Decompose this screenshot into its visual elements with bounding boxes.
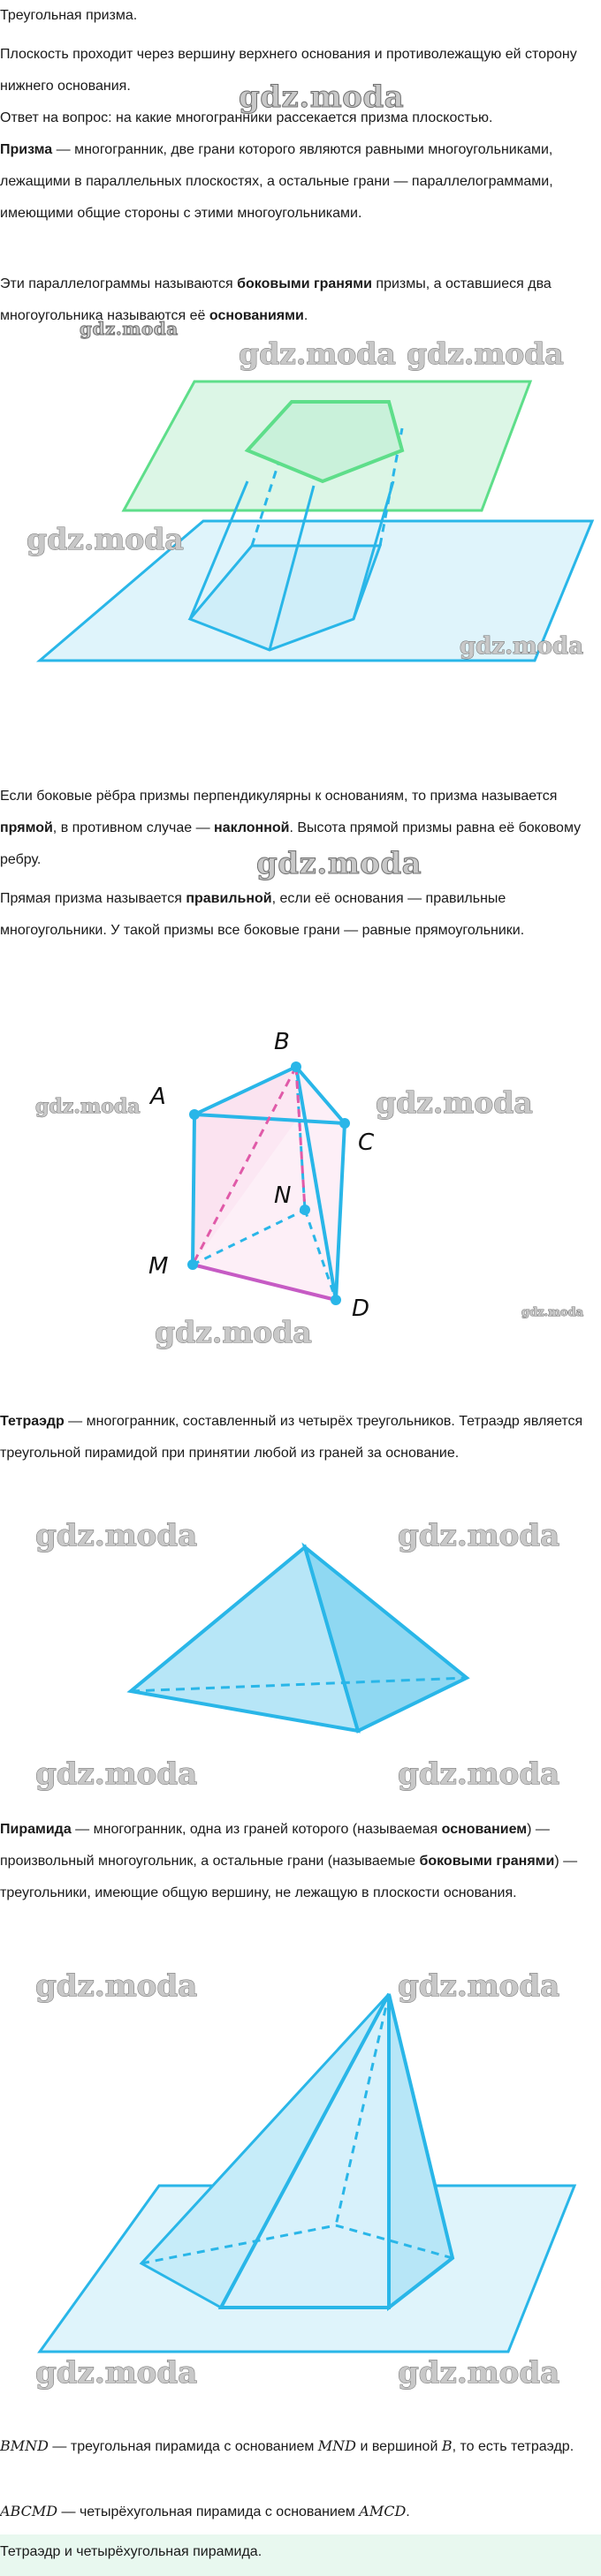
watermark: gdz.moda bbox=[521, 1306, 584, 1319]
text-right-a: Если боковые рёбра призмы перпендикулярны к основаниям, то призма называется bbox=[0, 789, 558, 804]
paragraph-regular-prism bbox=[0, 883, 590, 947]
label-m: M bbox=[148, 1253, 169, 1280]
text-pyramid-f: ) — треугольники, имеющие общую вершину, не лежащую в плоскости основания. bbox=[0, 1854, 578, 1900]
label-b: B bbox=[274, 1029, 290, 1055]
paragraph-bmnd bbox=[0, 2430, 590, 2463]
term-regular: правильной bbox=[186, 891, 272, 906]
watermark: gdz.moda bbox=[35, 1518, 198, 1553]
math-b: B bbox=[441, 2437, 453, 2454]
watermark: gdz.moda bbox=[35, 1968, 198, 2004]
watermark: gdz.moda bbox=[398, 2355, 560, 2391]
term-prism: Призма bbox=[0, 142, 53, 157]
text-prism-definition: — многогранник, две грани которого являются равными многоугольниками, лежащими в параллельных плоскостях, а остальные грани — параллелограммами, имеющими общие стороны с этими многоугольниками. bbox=[0, 142, 553, 221]
text-faces-a: Эти параллелограммы называются bbox=[0, 276, 238, 291]
math-amcd: AMCD bbox=[359, 2503, 407, 2519]
label-n: N bbox=[274, 1182, 292, 1209]
watermark: gdz.moda bbox=[27, 522, 184, 556]
watermark: gdz.moda bbox=[256, 846, 422, 881]
figure-tetrahedron bbox=[0, 1510, 601, 1810]
figure-triangular-prism bbox=[0, 1016, 601, 1369]
term-lateral-faces-2: боковыми гранями bbox=[419, 1854, 555, 1869]
watermark: gdz.moda bbox=[376, 1085, 533, 1120]
watermark: gdz.moda bbox=[407, 336, 564, 371]
text-bmnd-a: — треугольная пирамида с основанием bbox=[48, 2439, 318, 2454]
term-bases: основаниями bbox=[209, 308, 304, 323]
text-faces-c: призмы, а оставшиеся два многоугольника называются её bbox=[0, 276, 552, 323]
text-pyramid-b: — многогранник, одна из граней которого (называемая bbox=[71, 1822, 442, 1837]
paragraph-tetrahedron bbox=[0, 1406, 590, 1469]
watermark: gdz.moda bbox=[398, 1518, 560, 1553]
paragraph-answer-question: Ответ на вопрос: на какие многогранники рассекается призма плоскостью. bbox=[0, 110, 493, 125]
paragraph-answer: Тетраэдр и четырёхугольная пирамида. bbox=[0, 2544, 262, 2559]
paragraph-prism-definition bbox=[0, 134, 590, 230]
term-right: прямой bbox=[0, 820, 53, 835]
term-oblique: наклонной bbox=[214, 820, 290, 835]
figure-prism-planes bbox=[0, 318, 601, 689]
watermark: gdz.moda bbox=[460, 633, 584, 660]
watermark: gdz.moda bbox=[398, 1756, 560, 1792]
text-right-c: , в противном случае — bbox=[52, 820, 215, 835]
math-mnd: MND bbox=[317, 2437, 356, 2454]
text-abcmd-b: . bbox=[406, 2504, 410, 2519]
paragraph-plane-description: Плоскость проходит через вершину верхнего основания и противолежащую ей сторону нижнего основания. bbox=[0, 47, 577, 94]
paragraph-prism-title: Треугольная призма. bbox=[0, 8, 138, 23]
watermark: gdz.moda bbox=[35, 1095, 141, 1118]
watermark: gdz.moda bbox=[35, 2355, 198, 2391]
watermark: gdz.moda bbox=[398, 1968, 560, 2004]
text-regular-a: Прямая призма называется bbox=[0, 891, 186, 906]
math-bmnd: BMND bbox=[0, 2437, 49, 2454]
text-regular-c: , если её основания — правильные многоугольники. У такой призмы все боковые грани — равные прямоугольники. bbox=[0, 891, 525, 938]
text-faces-e: . bbox=[303, 308, 308, 323]
term-pyramid: Пирамида bbox=[0, 1822, 72, 1837]
text-right-e: . Высота прямой призмы равна её боковому ребру. bbox=[0, 820, 582, 867]
text-bmnd-b: и вершиной bbox=[356, 2439, 442, 2454]
label-c: C bbox=[358, 1129, 375, 1156]
term-lateral-faces: боковыми гранями bbox=[237, 276, 372, 291]
watermark: gdz.moda bbox=[155, 1315, 312, 1349]
label-d: D bbox=[352, 1296, 370, 1322]
figure-pyramid bbox=[0, 1960, 601, 2402]
paragraph-abcmd bbox=[0, 2496, 590, 2528]
text-abcmd-a: — четырёхугольная пирамида с основанием bbox=[57, 2504, 360, 2519]
pyramid-face-3 bbox=[389, 1994, 453, 2308]
paragraph-pyramid bbox=[0, 1814, 590, 1909]
term-tetrahedron: Тетраэдр bbox=[0, 1414, 65, 1429]
watermark: gdz.moda bbox=[239, 336, 396, 371]
term-base: основанием bbox=[441, 1822, 528, 1837]
text-pyramid-d: ) — произвольный многоугольник, а остальные грани (называемые bbox=[0, 1822, 550, 1869]
text-tetrahedron: — многогранник, составленный из четырёх треугольников. Тетраэдр является треугольной пирамидой при принятии любой из граней за основание. bbox=[0, 1414, 583, 1461]
math-abcmd: ABCMD bbox=[0, 2503, 58, 2519]
label-a: A bbox=[150, 1084, 166, 1110]
text-bmnd-c: , то есть тетраэдр. bbox=[452, 2439, 574, 2454]
watermark: gdz.moda bbox=[35, 1756, 198, 1792]
watermark: gdz.moda bbox=[239, 79, 405, 115]
watermark: gdz.moda bbox=[80, 318, 179, 339]
